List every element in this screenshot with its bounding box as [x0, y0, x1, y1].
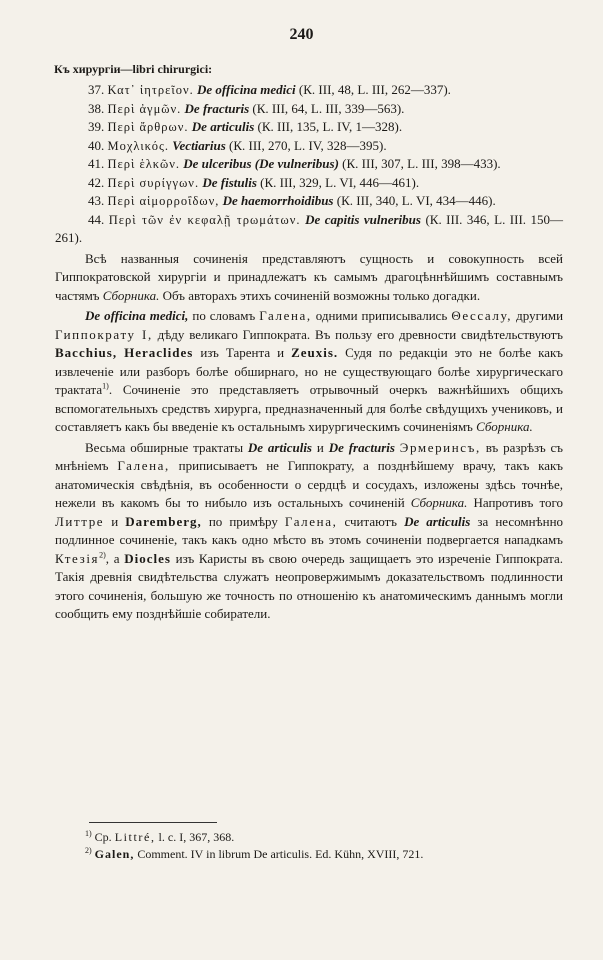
latin-title: De capitis vulneribus — [305, 211, 421, 227]
name-daremberg: Daremberg, — [125, 513, 202, 529]
name-galen: Галена, — [259, 308, 312, 323]
page-number: 240 — [289, 26, 314, 43]
reference: (К. III, 307, L. III, 398—433). — [342, 156, 501, 171]
latin-title: De haemorrhoidibus — [222, 193, 334, 208]
latin-title: De officina medici — [196, 82, 296, 97]
footnote-1: $^{1)}$ Cp. Littré, l. c. I, 367, 368. — [85, 829, 235, 844]
greek-title: Περὶ συρίγγων. — [107, 175, 200, 190]
name-bacchius: Bacchius, — [55, 345, 118, 360]
footnotes — [55, 822, 563, 863]
entry-number: 37. — [88, 82, 105, 97]
greek-title: Μοχλικός. — [107, 138, 170, 153]
paragraph-de-articulis: Весьма обширные трактаты De articulis и De fracturis Эрмеринсъ, въ разрѣзъ съ мнѣніемъ Галена, приписываетъ не Гиппократу, а позднѣйшему врачу, такъ какъ анатомическія свѣдѣнія, въ особенности о сердцѣ и сосудахъ, изложены здѣсь точнѣе, нежели въ какомъ бы то нибыло изъ остальныхъ сочиненій Сборника. Напротивъ того Литтре и Daremberg, по примѣру Галена, считаютъ De articulis за несомнѣнно подлинное сочиненіе, такъ какъ одно мѣсто въ этомъ сочиненіи подвергается нападкамъ Ктезія$^{2)}$, а Diocles изъ Каристы въ свою очередь защищаетъ это изреченіе Гиппократа. Такія древнія свидѣтельства служатъ неопровержимымъ доказательствомъ подлинности этого сочиненія, большую же точность по отношенію къ анатомическимъ даннымъ могли сообщить ему позднѣйшіе собиратели. — [55, 439, 564, 621]
main-text — [55, 81, 563, 624]
name-hippocrates-i: Гиппократу I, — [55, 326, 153, 342]
bibliography-entry — [55, 174, 563, 193]
greek-title: Κατ᾽ ἰητρεῖον. — [107, 83, 194, 97]
paragraph-summary: Всѣ названныя сочиненія представляютъ сущность и совокупность всей Гиппократовской хирургіи и принадлежатъ къ самымъ драгоцѣннѣйшимъ составнымъ частямъ Сборника. Объ авторахъ этихъ сочиненій возможны только догадки. — [55, 250, 563, 303]
bibliography-entry — [55, 100, 563, 119]
name-thessalus: Θессалу, — [451, 308, 513, 323]
reference: (К. III. 346, L. III. 150—261). — [55, 211, 564, 245]
greek-title: Περὶ αἱμορροΐδων, — [107, 194, 220, 208]
footnote-ref-1: 1) — [102, 381, 109, 391]
greek-title: Περὶ ἑλκῶν. — [107, 157, 181, 171]
paragraph-de-officina-medici: De officina medici, по словамъ Галена, одними приписывались Θессалу, другими Гиппократу I, дѣду великаго Гиппократа. Въ пользу его древности свидѣтельствуютъ Bacchius, Heraclides изъ Тарента и Zeuxis. Судя по редакціи это не болѣе какъ извлеченіе или разборъ болѣе обширнаго, но не существующаго болѣе хирургическаго трактата$^{1)}$. Сочиненіе это представляетъ отрывочный очеркъ важнѣйшихъ общихъ вспомогательныхъ средствъ хирурга, предназначенный для болѣе свѣдущихъ учениковъ, и составляетъ какъ бы введеніе къ остальнымъ хирургическимъ сочиненіямъ Сборника. — [55, 308, 564, 434]
name-diocles: Diocles — [124, 550, 171, 566]
greek-title: Περὶ τῶν ἐν κεφαλῇ τρωμάτων. — [108, 212, 301, 227]
name-galen: Галена, — [284, 513, 338, 529]
name-heraclides: Heraclides — [124, 345, 194, 360]
footnote-divider — [89, 822, 217, 823]
entry-number: 40. — [88, 137, 105, 153]
latin-title: De fracturis — [184, 100, 250, 116]
name-ktesias: Ктезія — [55, 550, 100, 566]
bibliography-entry — [55, 118, 563, 137]
entry-number: 39. — [88, 119, 105, 134]
latin-title: Vectiarius — [172, 137, 226, 153]
name-littre: Литтре — [55, 513, 105, 529]
reference: (К. III, 135, L. IV, 1—328). — [257, 119, 403, 134]
footnote-ref-2: 2) — [99, 550, 106, 560]
entry-number: 44. — [88, 211, 105, 227]
reference: (К. III, 270, L. IV, 328—395). — [229, 137, 387, 153]
latin-title: De fistulis — [202, 174, 257, 190]
entry-number: 42. — [88, 174, 105, 190]
bibliography-entry — [55, 211, 563, 248]
entry-number: 41. — [88, 156, 105, 171]
bibliography-entry — [55, 137, 563, 156]
emphasis-sbornik: Сборника. — [102, 287, 160, 303]
reference: (К. III, 64, L. III, 339—563). — [252, 100, 405, 116]
entry-number: 38. — [88, 100, 105, 116]
greek-title: Περὶ ἀγμῶν. — [107, 101, 182, 116]
reference: (К. III, 48, L. III, 262—337). — [298, 82, 451, 97]
entry-number: 43. — [88, 193, 105, 208]
name-zeuxis: Zeuxis. — [291, 345, 339, 360]
section-heading: Къ хирургіи—libri chirurgici: — [54, 62, 213, 76]
reference: (К. III, 329, L. VI, 446—461). — [260, 174, 420, 190]
latin-title: De articulis — [191, 119, 255, 134]
bibliography-entry — [55, 192, 563, 211]
reference: (К. III, 340, L. VI, 434—446). — [336, 193, 496, 208]
latin-title: De ulceribus (De vulneribus) — [183, 156, 339, 171]
bibliography-entry — [55, 155, 563, 174]
bibliography-list — [55, 81, 563, 248]
bibliography-entry — [55, 81, 563, 100]
name-galen: Галена, — [117, 458, 170, 473]
name-ermerins: Эрмеринсъ, — [399, 439, 481, 455]
greek-title: Περὶ ἄρθρων. — [107, 120, 189, 134]
footnote-2: $^{2)}$ Galen, Comment. IV in librum De articulis. Ed. Kühn, XVIII, 721. — [85, 846, 424, 861]
